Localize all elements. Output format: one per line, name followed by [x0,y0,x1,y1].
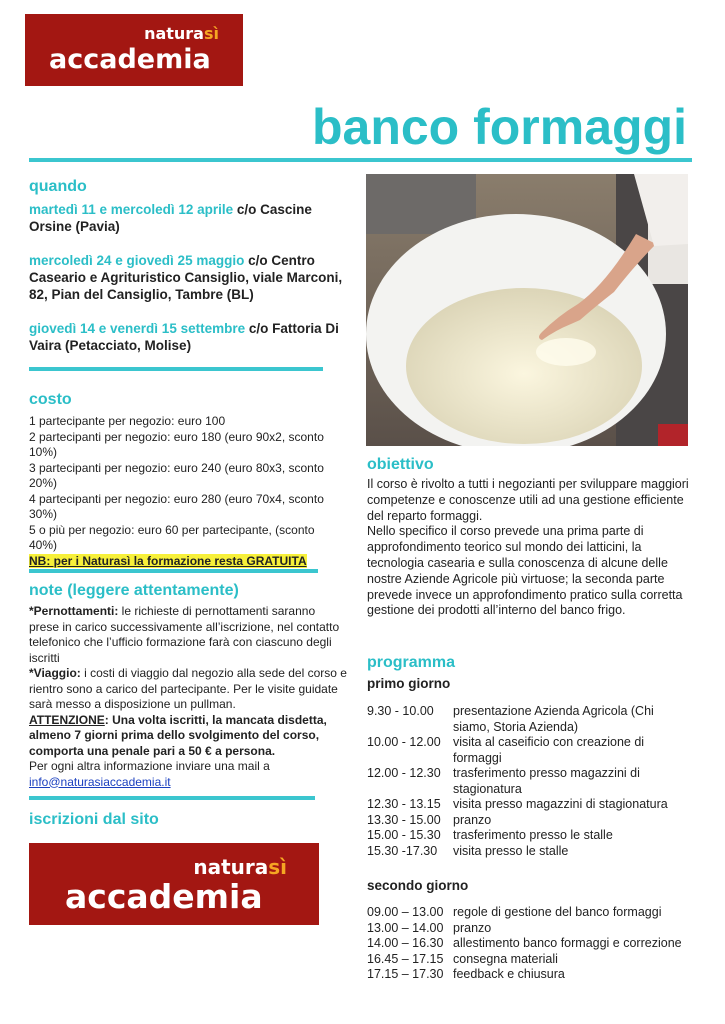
course-photo [366,174,688,446]
iscrizioni-heading: iscrizioni dal sito [29,811,159,828]
costo-line: 5 o più per negozio: euro 60 per partecipante, (sconto 40%) [29,522,315,552]
schedule-row: 12.00 - 12.30 trasferimento presso magazzini di stagionatura [367,766,640,796]
obiettivo-section [367,456,693,619]
schedule-row: 12.30 - 13.15 visita presso magazzini di stagionatura [367,797,668,811]
note-pernottamenti: *Pernottamenti: le richieste di pernottamenti saranno prese in carico successivamente all’iscrizione, nel contatto telefonico che l’ufficio formazione farà con ciascuno degli iscritti [29,604,340,665]
schedule-row: 15.30 -17.30 visita presso le stalle [367,843,569,858]
programma-heading: programma [367,654,456,671]
logo-brand: naturasì [193,855,287,879]
schedule-row: 9.30 - 10.00 presentazione Azienda Agricola (Chi siamo, Storia Azienda) [367,704,654,734]
quando-section [29,178,347,354]
day1-schedule [367,704,693,859]
schedule-row: 09.00 – 13.00 regole di gestione del banco formaggi [367,905,662,919]
schedule-row: 15.00 - 15.30 trasferimento presso le stalle [367,828,613,842]
divider [29,569,318,573]
schedule-row: 17.15 – 17.30 feedback e chiusura [367,967,565,981]
costo-heading: costo [29,391,72,408]
obiettivo-text: Nello specifico il corso prevede una prima parte di approfondimento teorico sul mondo dei latticini, la tecnologia casearia e sulla conoscenza di alcune delle nostre Aziende Agricole più virtuose; la seconda parte prevede invece un approfondimento pratico sulla corretta gestione dei prodotti all’interno del banco frigo. [367,524,683,618]
costo-note: NB: per i Naturasì la formazione resta GRATUITA [29,553,307,568]
logo-brand: naturasì [144,24,219,43]
day2-schedule [367,905,693,983]
costo-line: 4 partecipanti per negozio: euro 280 (euro 70x4, sconto 30%) [29,491,324,521]
costo-line: 3 partecipanti per negozio: euro 240 (euro 80x3, sconto 20%) [29,460,324,490]
schedule-row: 13.00 – 14.00 pranzo [367,920,492,935]
obiettivo-text: Il corso è rivolto a tutti i negozianti per sviluppare maggiori competenze e conoscenze utili ad una gestione efficiente del reparto formaggi. [367,477,689,523]
programma-section [367,654,693,983]
day1-label: primo giorno [367,676,451,691]
note-attenzione: ATTENZIONE: Una volta iscritti, la mancata disdetta, almeno 7 giorni prima dello svolgimento del corso, comporta una penale pari a 50 € a persona. [29,712,327,758]
title-divider [29,158,692,162]
quando-entry: martedì 11 e mercoledì 12 aprile c/o Cascine Orsine (Pavia) [29,202,312,234]
schedule-row: 10.00 - 12.00 visita al caseificio con creazione di formaggi [367,735,645,765]
quando-entry: giovedì 14 e venerdì 15 settembre c/o Fattoria Di Vaira (Petacciato, Molise) [29,321,339,353]
divider [29,367,323,371]
schedule-row: 16.45 – 17.15 consegna materiali [367,951,558,966]
day2-label: secondo giorno [367,878,469,893]
logo-name: accademia [65,877,263,916]
note-viaggio: *Viaggio: i costi di viaggio dal negozio alla sede del corso e rientro sono a carico del partecipante. Per le visite guidate sarà messo a disposizione un pullman. [29,666,347,711]
iscrizioni-section [29,811,159,829]
costo-line: 2 partecipanti per negozio: euro 180 (euro 90x2, sconto 10%) [29,429,324,459]
quando-entry: mercoledì 24 e giovedì 25 maggio c/o Centro Caseario e Agrituristico Cansiglio, viale Marconi, 82, Pian del Cansiglio, Tambre (BL) [29,253,343,302]
schedule-row: 13.30 - 15.00 pranzo [367,812,492,827]
logo-bottom-link[interactable] [29,843,319,925]
note-info: Per ogni altra informazione inviare una mail a [29,759,270,773]
obiettivo-heading: obiettivo [367,456,434,473]
logo-top [25,14,243,86]
divider [29,796,315,800]
note-section [29,582,347,790]
costo-section [29,391,334,569]
page-title: banco formaggi [311,99,687,155]
schedule-row: 14.00 – 16.30 allestimento banco formaggi e correzione [367,936,682,950]
costo-line: 1 partecipante per negozio: euro 100 [29,414,226,428]
note-heading: note (leggere attentamente) [29,582,239,599]
logo-name: accademia [49,44,211,75]
quando-heading: quando [29,178,87,195]
email-link[interactable]: info@naturasiaccademia.it [29,774,171,789]
